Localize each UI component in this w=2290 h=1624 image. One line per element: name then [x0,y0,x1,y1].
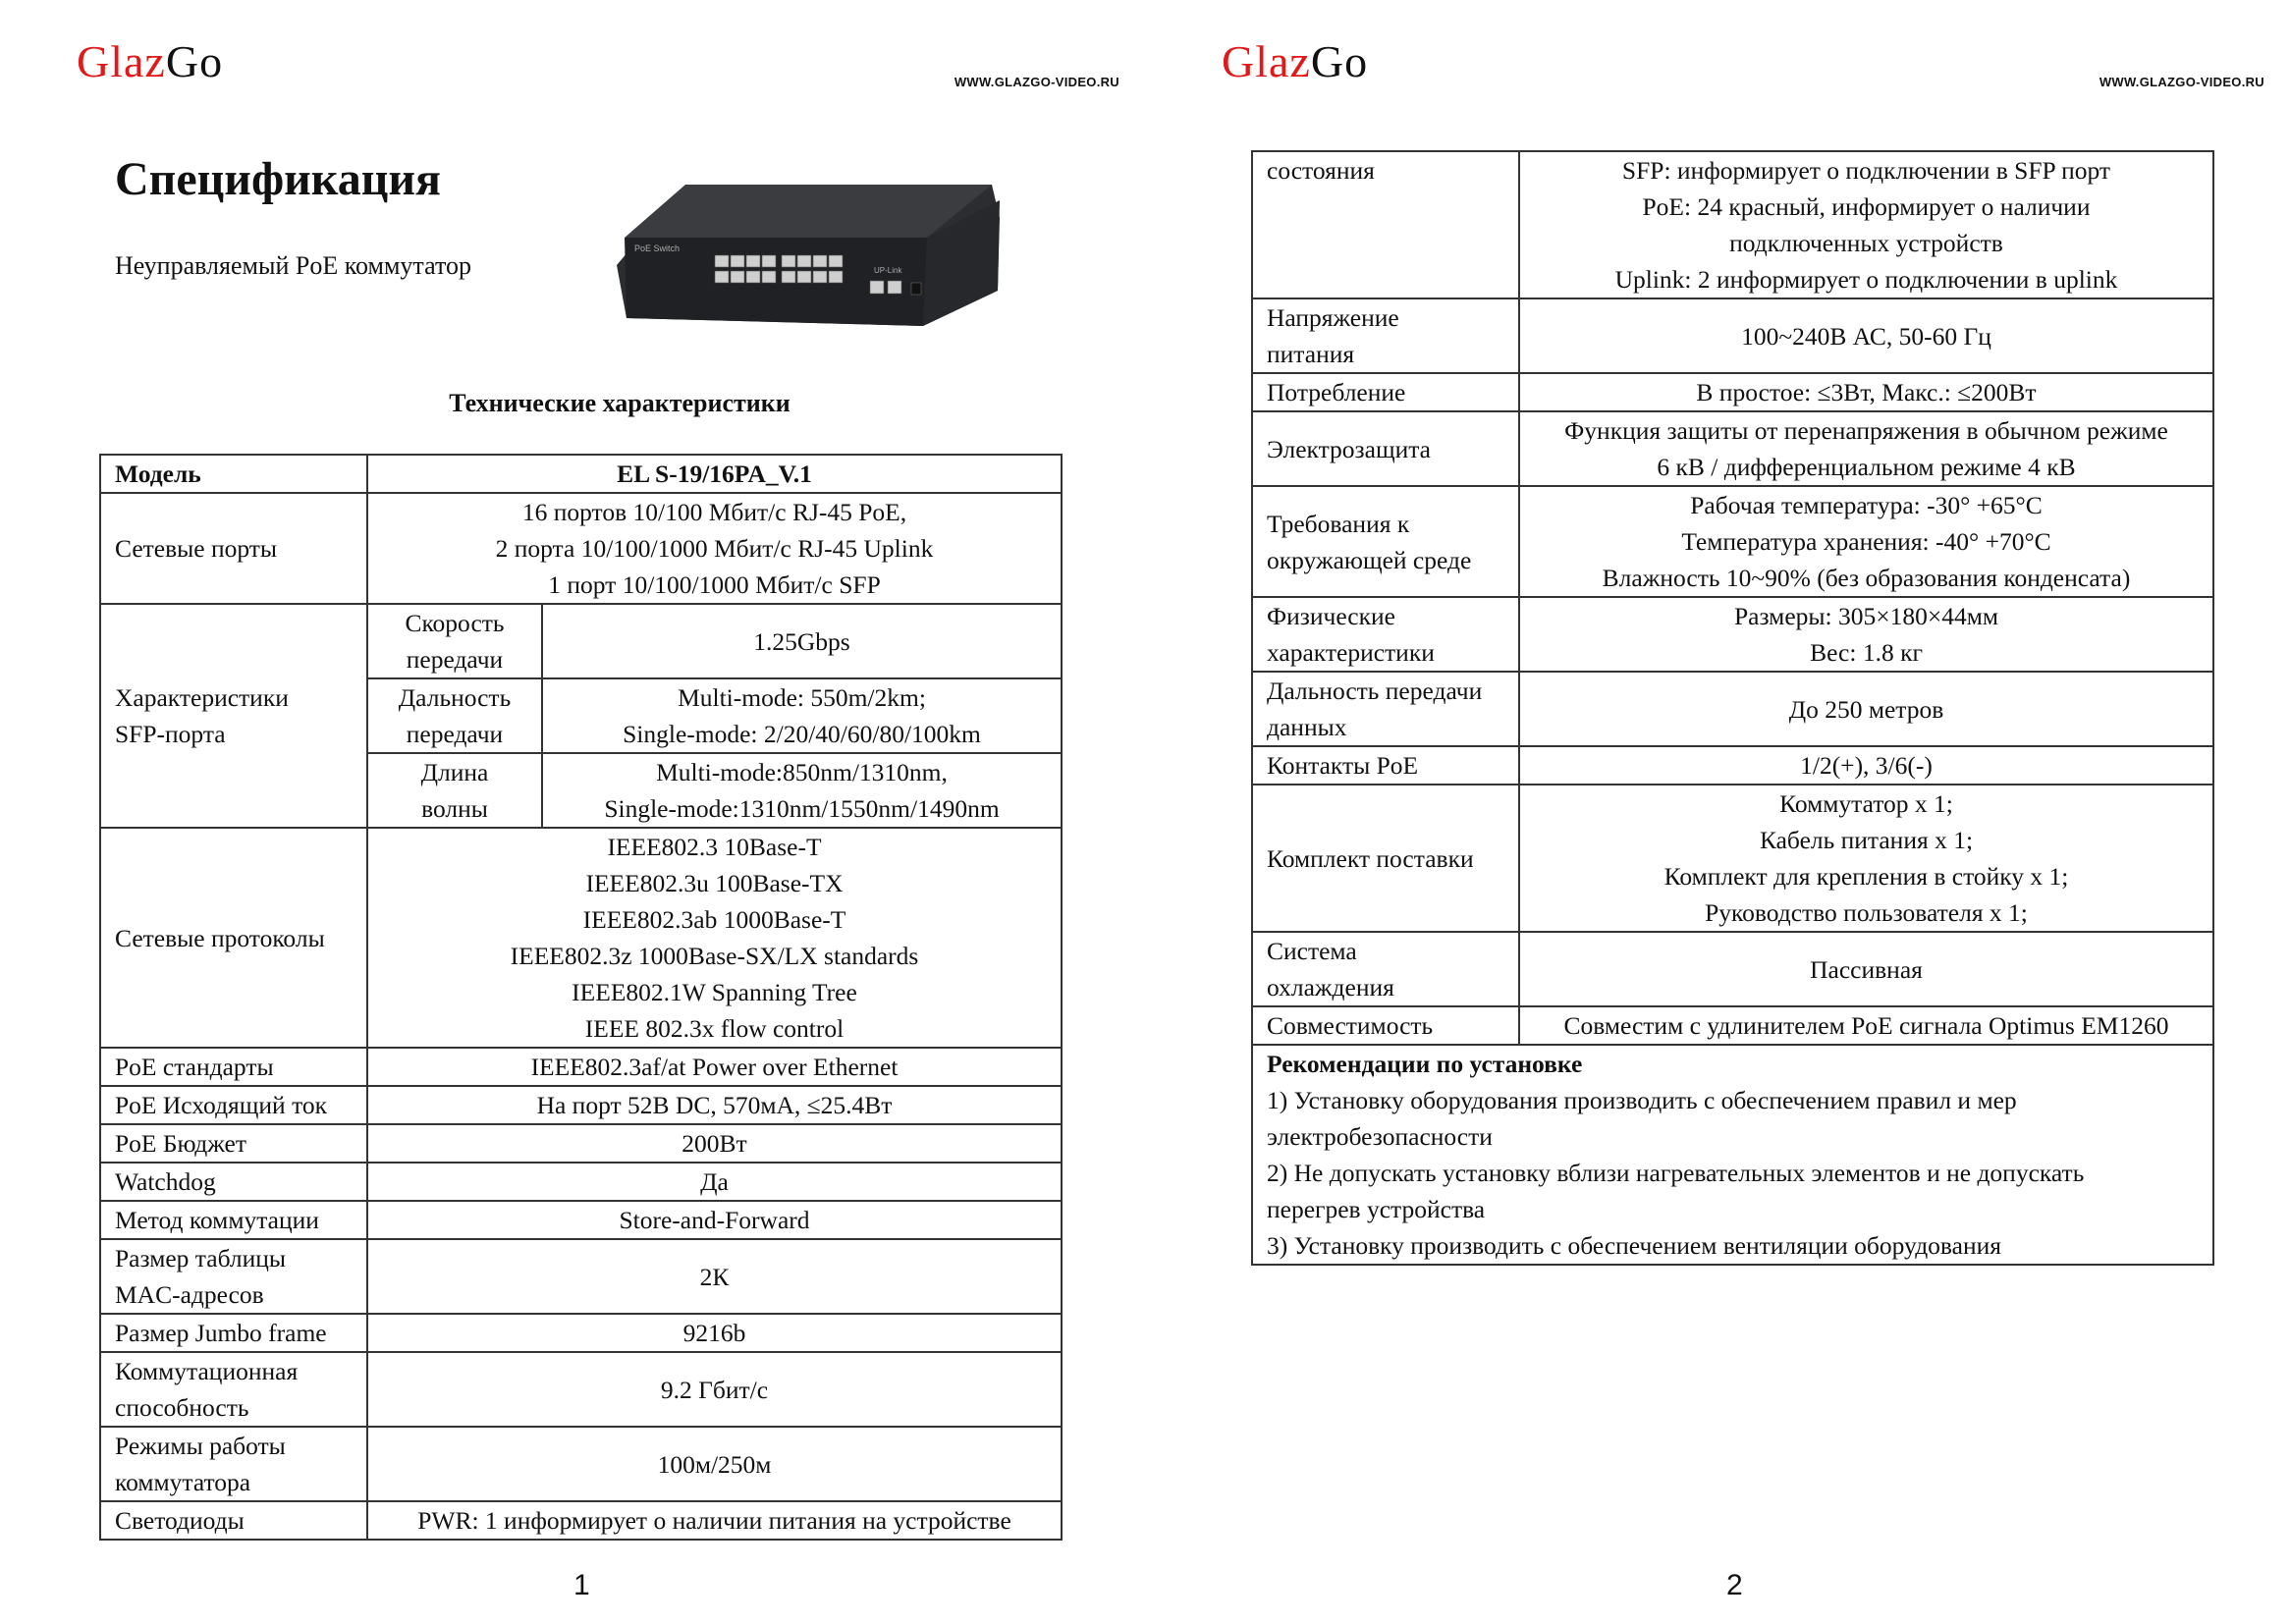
value-line: Размеры: 305×180×44мм [1733,602,1999,630]
recommendation-line: перегрев устройства [1267,1195,1486,1223]
value-line: 16 портов 10/100 Мбит/с RJ-45 PoE, [521,498,907,526]
row-label: Потребление [1252,373,1519,411]
row-value: До 250 метров [1519,672,2213,746]
row-value [367,828,1062,1048]
row-label [100,1352,367,1427]
table-row [100,1352,1062,1427]
uplink-label-text: UP-Link [874,266,902,275]
value-line: Кабель питания х 1; [1759,826,1974,854]
spec-table-page-1 [99,454,1063,1541]
recommendations-cell [1252,1045,2213,1265]
label-line: Характеристики [115,683,289,712]
recommendation-line: электробезопасности [1267,1122,1493,1151]
label-line: коммутатора [115,1468,251,1496]
row-label: Watchdog [100,1163,367,1201]
row-value: PWR: 1 информирует о наличии питания на устройстве [367,1501,1062,1540]
logo-part-glaz: Glaz [77,36,166,86]
row-label [1252,298,1519,373]
row-label: Сетевые порты [100,493,367,604]
row-value [1519,411,2213,486]
table-row-protection [1252,411,2213,486]
table-row-sfp-speed [100,604,1062,678]
website-url: WWW.GLAZGO-VIDEO.RU [954,75,1119,89]
row-label: PoE стандарты [100,1048,367,1086]
row-label [1252,486,1519,597]
row-label [100,1427,367,1501]
value-line: Single-mode:1310nm/1550nm/1490nm [604,794,1000,823]
label-line: передачи [406,720,504,748]
label-line: Режимы работы [115,1432,286,1460]
value-line: 1 порт 10/100/1000 Мбит/с SFP [548,570,881,599]
value-line: Руководство пользователя х 1; [1705,898,2028,927]
row-label [1252,932,1519,1006]
row-label: Комплект поставки [1252,785,1519,932]
label-line: Требования к [1267,509,1410,538]
label-line: охлаждения [1267,973,1394,1001]
sub-label [367,753,542,828]
table-row-consumption [1252,373,2213,411]
label-line: окружающей среде [1267,545,1472,574]
table-row [100,1124,1062,1163]
sfp-port [911,283,921,295]
row-label [1252,672,1519,746]
label-line: Скорость [405,609,505,637]
recommendation-line: 3) Установку производить с обеспечением вентиляции оборудования [1267,1231,2001,1260]
row-value: 1.25Gbps [542,604,1062,678]
table-row-leds-continued [1252,151,2213,298]
value-line: SFP: информирует о подключении в SFP порт [1621,156,2111,185]
document-title: Спецификация [115,153,442,205]
value-line: PoE: 24 красный, информирует о наличии [1642,192,2091,221]
row-value [542,753,1062,828]
value-line: IEEE802.3 10Base-T [607,833,822,861]
website-url: WWW.GLAZGO-VIDEO.RU [2099,75,2264,89]
table-row-protocols [100,828,1062,1048]
value-line: Функция защиты от перенапряжения в обычном режиме [1564,416,2168,445]
row-label: Модель [100,455,367,493]
row-value: 9216b [367,1314,1062,1352]
label-line: Длина [420,758,489,786]
row-value [1519,151,2213,298]
value-line: Uplink: 2 информирует о подключении в uplink [1614,265,2118,294]
row-label: Метод коммутации [100,1201,367,1239]
sub-label [367,678,542,753]
value-line: 2 порта 10/100/1000 Мбит/с RJ-45 Uplink [495,534,934,563]
table-row [100,1314,1062,1352]
row-value [542,678,1062,753]
label-line: Система [1267,937,1357,965]
model-value: EL S-19/16PA_V.1 [367,455,1062,493]
row-value: IEEE802.3af/at Power over Ethernet [367,1048,1062,1086]
document-subtitle: Неуправляемый PoE коммутатор [115,251,471,280]
row-value: 100м/250м [367,1427,1062,1501]
row-value [1519,486,2213,597]
page-number: 2 [1726,1569,1743,1601]
row-label [100,604,367,828]
row-value: Store-and-Forward [367,1201,1062,1239]
table-row-package [1252,785,2213,932]
value-line: IEEE 802.3x flow control [584,1014,845,1043]
label-line: SFP-порта [115,720,226,748]
section-title: Технические характеристики [449,389,791,417]
label-line: волны [421,794,488,823]
poe-switch-image [617,183,1000,328]
table-row-network-ports [100,493,1062,604]
switch-label-text: PoE Switch [634,244,681,253]
row-value: В простое: ≤3Вт, Макс.: ≤200Вт [1519,373,2213,411]
row-label: PoE Бюджет [100,1124,367,1163]
table-row-physical [1252,597,2213,672]
row-label: Совместимость [1252,1006,1519,1045]
value-line: Multi-mode: 550m/2km; [678,683,926,712]
label-line: MAC-адресов [115,1280,264,1309]
value-line: IEEE802.3z 1000Base-SX/LX standards [510,942,919,970]
row-value [367,493,1062,604]
label-line: Напряжение [1267,303,1399,332]
row-label: PoE Исходящий ток [100,1086,367,1124]
sub-label [367,604,542,678]
spec-table-page-2 [1251,150,2214,1266]
table-row [100,1201,1062,1239]
value-line: IEEE802.3u 100Base-TX [585,869,844,897]
row-label: Сетевые протоколы [100,828,367,1048]
label-line: данных [1267,713,1347,741]
label-line: Размер таблицы [115,1244,287,1272]
glazgo-logo [1222,35,1368,87]
label-line: Коммутационная [115,1357,299,1385]
row-value: 200Вт [367,1124,1062,1163]
table-row [100,1427,1062,1501]
glazgo-logo [77,35,223,87]
label-line: передачи [406,645,504,674]
value-line: подключенных устройств [1729,229,2003,257]
value-line: 6 кВ / дифференциальном режиме 4 кВ [1657,453,2076,481]
recommendation-line: 1) Установку оборудования производить с обеспечением правил и мер [1267,1086,2017,1114]
label-line: Физические [1267,602,1395,630]
value-line: Температура хранения: -40° +70°C [1681,527,2051,556]
table-row-recommendations [1252,1045,2213,1265]
row-value: Совместим с удлинителем PoE сигнала Optimus EM1260 [1519,1006,2213,1045]
table-row [100,1163,1062,1201]
table-row-model [100,455,1062,493]
value-line: Рабочая температура: -30° +65°C [1690,491,2043,519]
row-label: Электрозащита [1252,411,1519,486]
label-line: характеристики [1267,638,1435,667]
table-row [100,1239,1062,1314]
row-label [1252,597,1519,672]
value-line: IEEE802.3ab 1000Base-T [582,905,846,934]
label-line: Дальность [398,683,512,712]
row-value: 9.2 Гбит/с [367,1352,1062,1427]
table-row-environment [1252,486,2213,597]
value-line: Single-mode: 2/20/40/60/80/100km [623,720,981,748]
row-value: На порт 52В DC, 570мА, ≤25.4Вт [367,1086,1062,1124]
table-row-voltage [1252,298,2213,373]
table-row-cooling [1252,932,2213,1006]
row-label [100,1239,367,1314]
row-value: 100~240В АС, 50-60 Гц [1519,298,2213,373]
page-number: 1 [573,1569,590,1601]
value-line: Влажность 10~90% (без образования конденсата) [1602,564,2131,592]
row-label: Контакты PoE [1252,746,1519,785]
table-row-leds [100,1501,1062,1540]
recommendation-line: 2) Не допускать установку вблизи нагревательных элементов и не допускать [1267,1159,2085,1187]
row-value: Да [367,1163,1062,1201]
label-line: Дальность передачи [1267,677,1483,705]
row-label: состояния [1252,151,1519,298]
row-value: Пассивная [1519,932,2213,1006]
row-value [1519,597,2213,672]
row-value: 1/2(+), 3/6(-) [1519,746,2213,785]
logo-part-go: Go [165,36,224,86]
value-line: Multi-mode:850nm/1310nm, [656,758,948,786]
value-line: Вес: 1.8 кг [1810,638,1923,667]
value-line: Комплект для крепления в стойку х 1; [1663,862,2069,891]
value-line: IEEE802.1W Spanning Tree [572,978,857,1006]
logo-part-glaz: Glaz [1222,36,1311,86]
table-row [100,1048,1062,1086]
row-label: Светодиоды [100,1501,367,1540]
row-value: 2К [367,1239,1062,1314]
table-row-distance [1252,672,2213,746]
table-row-poe-contacts [1252,746,2213,785]
logo-part-go: Go [1310,36,1369,86]
value-line: Коммутатор х 1; [1779,789,1953,818]
label-line: питания [1267,340,1355,368]
table-row [100,1086,1062,1124]
table-row-compatibility [1252,1006,2213,1045]
label-line: способность [115,1393,249,1422]
recommendations-title: Рекомендации по установке [1267,1050,1583,1078]
page-2 [1145,0,2290,1624]
row-value [1519,785,2213,932]
row-label: Размер Jumbo frame [100,1314,367,1352]
